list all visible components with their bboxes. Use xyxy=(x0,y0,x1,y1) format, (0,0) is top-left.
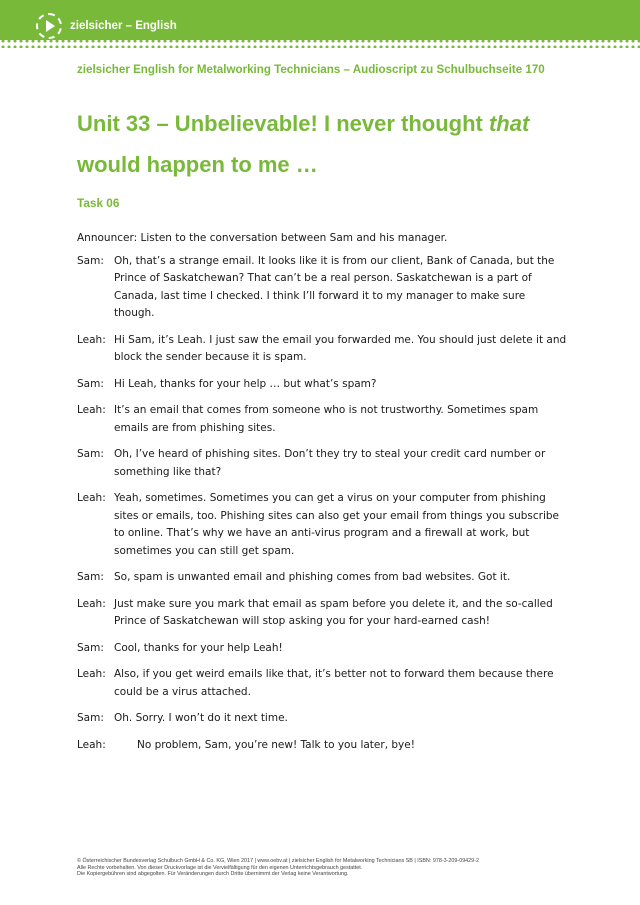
speech-text: Oh, that’s a strange email. It looks like it is from our client, Bank of Canada, but the Prince of Saskatchewan? That can’t be a real person. Saskatchewan is a part of Canada, last time I checked. I think I’ll forward it to my manager to make sure though. xyxy=(114,254,555,319)
dialogue-line xyxy=(77,640,567,658)
speaker-label: Sam: xyxy=(77,712,104,724)
speaker-label: Leah: xyxy=(77,738,106,751)
title-part-1: Unit 33 – Unbelievable! I never thought xyxy=(77,111,489,136)
document-subtitle: zielsicher English for Metalworking Technicians – Audioscript zu Schulbuchseite 170 xyxy=(77,63,545,76)
speech-text: Yeah, sometimes. Sometimes you can get a virus on your computer from phishing sites or emails, too. Phishing sites can also get your email from things you subscribe to online. That’s why we have an anti-virus program and a firewall at work, but sometimes you can still get spam. xyxy=(114,492,560,557)
dialogue-line xyxy=(77,446,567,481)
speaker-label: Leah: xyxy=(77,597,106,610)
dialogue-line xyxy=(77,569,567,587)
speech-text: No problem, Sam, you’re new! Talk to you later, bye! xyxy=(137,738,415,751)
speaker-label: Leah: xyxy=(77,404,106,416)
speech-text: It’s an email that comes from someone who is not trustworthy. Sometimes spam emails are from phishing sites. xyxy=(114,404,539,434)
brand-name: zielsicher – English xyxy=(70,20,177,32)
speech-text: So, spam is unwanted email and phishing comes from bad websites. Got it. xyxy=(114,571,511,583)
speaker-label: Sam: xyxy=(77,254,104,267)
footer-line-2: Alle Rechte vorbehalten. Von dieser Druckvorlage ist die Vervielfältigung für den eigenen Unterrichtsgebrauch gestattet. xyxy=(77,864,363,871)
speech-text: Hi Sam, it’s Leah. I just saw the email you forwarded me. You should just delete it and block the sender because it is spam. xyxy=(114,333,567,363)
dialogue-line xyxy=(77,737,567,755)
speaker-label: Leah: xyxy=(77,668,106,680)
dialogue-line xyxy=(77,402,567,437)
play-triangle xyxy=(46,20,55,32)
speaker-label: Sam: xyxy=(77,448,104,460)
speech-text: Oh. Sorry. I won’t do it next time. xyxy=(114,712,288,724)
page-title xyxy=(77,103,597,185)
dialogue-line xyxy=(77,253,567,323)
speech-text: Hi Leah, thanks for your help … but what’s spam? xyxy=(114,377,377,390)
speech-text: Also, if you get weird emails like that, it’s better not to forward them because there could be a virus attached. xyxy=(114,668,554,698)
footer-line-1: © Österreichischer Bundesverlag Schulbuch GmbH & Co. KG, Wien 2017 | www.oebv.at | zielsicher English for Metalworking Technicians SB | ISBN: 978-3-209-09429-2 xyxy=(77,858,479,864)
title-part-2: would happen to me … xyxy=(77,152,318,177)
header-dotted-edge xyxy=(0,38,640,48)
play-circle-icon xyxy=(36,13,62,39)
speech-text: Just make sure you mark that email as spam before you delete it, and the so-called Prince of Saskatchewan will stop asking you for your hard-earned cash! xyxy=(114,597,553,627)
footer-line-3: Die Kopiergebühren sind abgegolten. Für Veränderungen durch Dritte übernimmt der Verlag keine Verantwortung. xyxy=(77,871,349,878)
speech-text: Oh, I’ve heard of phishing sites. Don’t they try to steal your credit card number or something like that? xyxy=(114,448,546,478)
speaker-label: Sam: xyxy=(77,571,104,583)
dialogue-line xyxy=(77,376,567,394)
dialogue-line xyxy=(77,710,567,728)
speaker-label: Leah: xyxy=(77,333,106,346)
dialogue-line xyxy=(77,596,567,631)
dialogue-line xyxy=(77,332,567,367)
brand-logo xyxy=(36,13,177,39)
speech-text: Cool, thanks for your help Leah! xyxy=(114,641,283,654)
announcer-intro: Announcer: Listen to the conversation between Sam and his manager. xyxy=(77,232,448,244)
dialogue-line xyxy=(77,666,567,701)
copyright-footer xyxy=(77,858,577,878)
speaker-label: Leah: xyxy=(77,492,106,504)
title-emphasis: that xyxy=(488,111,530,136)
speaker-label: Sam: xyxy=(77,377,104,390)
speaker-label: Sam: xyxy=(77,641,104,654)
task-heading: Task 06 xyxy=(77,196,120,210)
dialogue-line xyxy=(77,490,567,560)
dialogue-lines xyxy=(77,253,567,755)
audioscript xyxy=(77,230,567,763)
